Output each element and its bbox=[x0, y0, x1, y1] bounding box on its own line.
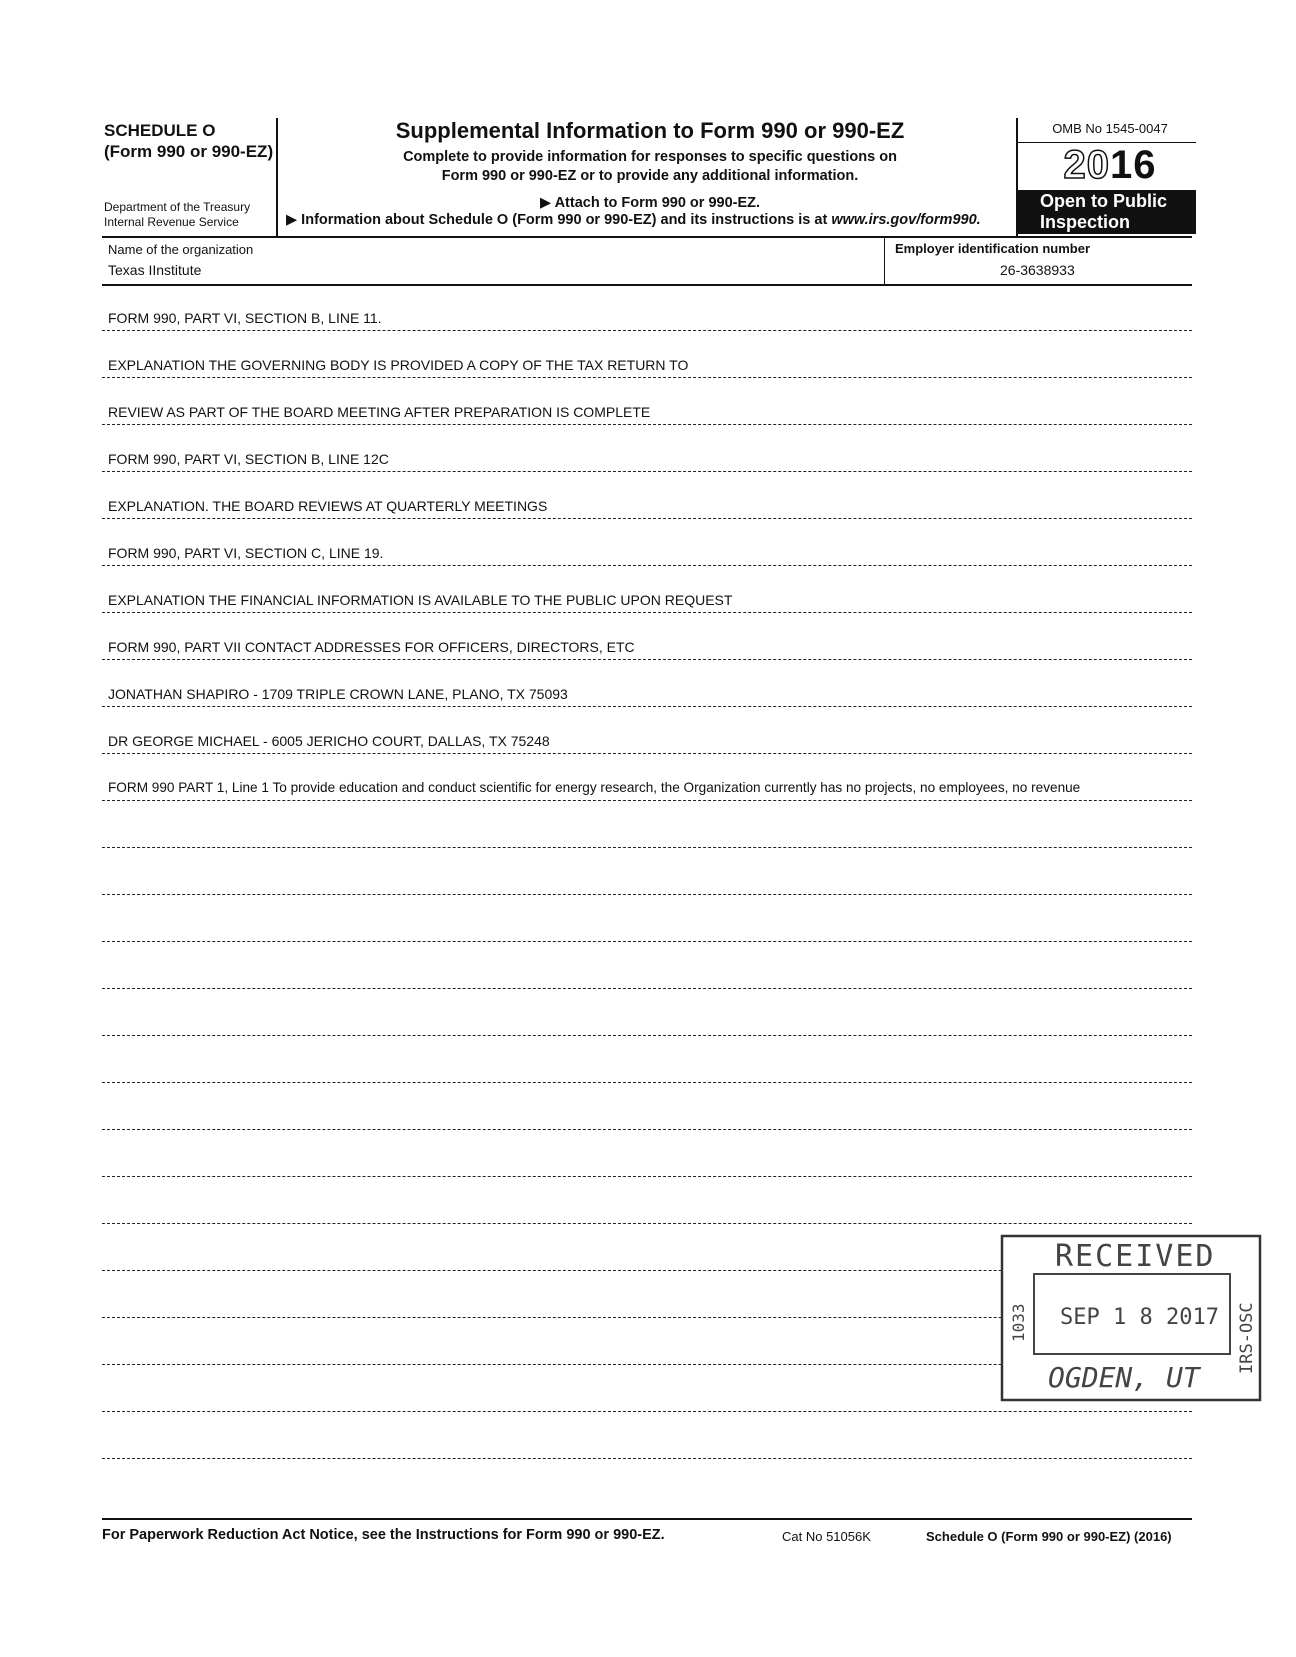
line-5: EXPLANATION. THE BOARD REVIEWS AT QUARTERLY MEETINGS bbox=[108, 498, 548, 514]
footer-rule bbox=[102, 1518, 1192, 1520]
schedule-footer-label: Schedule O (Form 990 or 990-EZ) (2016) bbox=[926, 1529, 1172, 1544]
ein-value: 26-3638933 bbox=[1000, 262, 1075, 278]
line-4: FORM 990, PART VI, SECTION B, LINE 12C bbox=[108, 451, 389, 467]
dashed-rule bbox=[102, 330, 1192, 331]
department bbox=[104, 200, 250, 230]
dashed-rule bbox=[102, 1129, 1192, 1130]
dashed-rule bbox=[102, 424, 1192, 425]
line-1: FORM 990, PART VI, SECTION B, LINE 11. bbox=[108, 310, 382, 326]
org-name-label: Name of the organization bbox=[108, 242, 254, 257]
line-11: FORM 990 PART 1, Line 1 To provide education and conduct scientific for energy research, the Organization currently has no projects, no employees, no revenue bbox=[108, 780, 1081, 795]
open-to-public-badge bbox=[1018, 190, 1196, 234]
dashed-rule bbox=[102, 941, 1192, 942]
dept-line2: Internal Revenue Service bbox=[104, 215, 239, 229]
dashed-rule bbox=[102, 988, 1192, 989]
org-rule bbox=[102, 284, 1192, 286]
schedule-label: SCHEDULE O bbox=[104, 121, 216, 140]
stamp-side-left: 1033 bbox=[1009, 1303, 1028, 1342]
dashed-rule bbox=[102, 753, 1192, 754]
org-name-value: Texas IInstitute bbox=[108, 262, 202, 278]
tax-year bbox=[1015, 143, 1205, 188]
dashed-rule bbox=[102, 1458, 1192, 1459]
paperwork-notice: For Paperwork Reduction Act Notice, see the Instructions for Form 990 or 990-EZ. bbox=[102, 1527, 665, 1543]
catalog-number: Cat No 51056K bbox=[782, 1529, 871, 1544]
dashed-rule bbox=[102, 377, 1192, 378]
ein-label: Employer identification number bbox=[895, 241, 1091, 256]
dept-line1: Department of the Treasury bbox=[104, 200, 251, 214]
subtitle-line2: Form 990 or 990-EZ or to provide any additional information. bbox=[441, 168, 859, 184]
header-divider-left bbox=[276, 118, 278, 236]
dashed-rule bbox=[102, 659, 1192, 660]
line-7: EXPLANATION THE FINANCIAL INFORMATION IS AVAILABLE TO THE PUBLIC UPON REQUEST bbox=[108, 592, 733, 608]
dashed-rule bbox=[102, 612, 1192, 613]
dashed-rule bbox=[102, 894, 1192, 895]
line-9: JONATHAN SHAPIRO - 1709 TRIPLE CROWN LANE, PLANO, TX 75093 bbox=[108, 686, 568, 702]
received-stamp bbox=[1000, 1232, 1264, 1405]
line-2: EXPLANATION THE GOVERNING BODY IS PROVIDED A COPY OF THE TAX RETURN TO bbox=[108, 357, 689, 373]
year-outline: 20 bbox=[1063, 143, 1110, 187]
line-10: DR GEORGE MICHAEL - 6005 JERICHO COURT, DALLAS, TX 75248 bbox=[108, 733, 550, 749]
subtitle-line1: Complete to provide information for responses to specific questions on bbox=[403, 149, 897, 165]
stamp-received: RECEIVED bbox=[1055, 1239, 1216, 1274]
line-3: REVIEW AS PART OF THE BOARD MEETING AFTER PREPARATION IS COMPLETE bbox=[108, 404, 651, 420]
form-title: Supplemental Information to Form 990 or 990-EZ bbox=[395, 118, 905, 143]
dashed-rule bbox=[102, 1082, 1192, 1083]
open-line2: Inspection bbox=[1040, 212, 1131, 232]
dashed-rule bbox=[102, 1035, 1192, 1036]
dashed-rule bbox=[102, 518, 1192, 519]
dashed-rule bbox=[102, 800, 1192, 801]
dashed-rule bbox=[102, 706, 1192, 707]
line-8: FORM 990, PART VII CONTACT ADDRESSES FOR OFFICERS, DIRECTORS, ETC bbox=[108, 639, 635, 655]
dashed-rule bbox=[102, 1411, 1192, 1412]
info-text: ▶ Information about Schedule O (Form 990 or 990-EZ) and its instructions is at bbox=[286, 212, 828, 228]
header-rule bbox=[102, 236, 1192, 238]
org-divider bbox=[884, 238, 885, 284]
omb-number: OMB No 1545-0047 bbox=[1052, 121, 1168, 136]
info-line bbox=[286, 212, 981, 228]
year-bold: 16 bbox=[1110, 143, 1157, 187]
dashed-rule bbox=[102, 847, 1192, 848]
stamp-location: OGDEN, UT bbox=[1048, 1361, 1200, 1394]
open-line1: Open to Public bbox=[1040, 191, 1168, 211]
info-url: www.irs.gov/form990. bbox=[831, 212, 981, 228]
stamp-date: SEP 1 8 2017 bbox=[1060, 1305, 1219, 1330]
dashed-rule bbox=[102, 1176, 1192, 1177]
dashed-rule bbox=[102, 471, 1192, 472]
line-6: FORM 990, PART VI, SECTION C, LINE 19. bbox=[108, 545, 384, 561]
dashed-rule bbox=[102, 565, 1192, 566]
stamp-side-right: IRS-OSC bbox=[1237, 1302, 1257, 1374]
schedule-title bbox=[104, 120, 273, 162]
form-label: (Form 990 or 990-EZ) bbox=[104, 142, 274, 161]
dashed-rule bbox=[102, 1223, 1192, 1224]
attach-line: ▶ Attach to Form 990 or 990-EZ. bbox=[539, 195, 761, 211]
